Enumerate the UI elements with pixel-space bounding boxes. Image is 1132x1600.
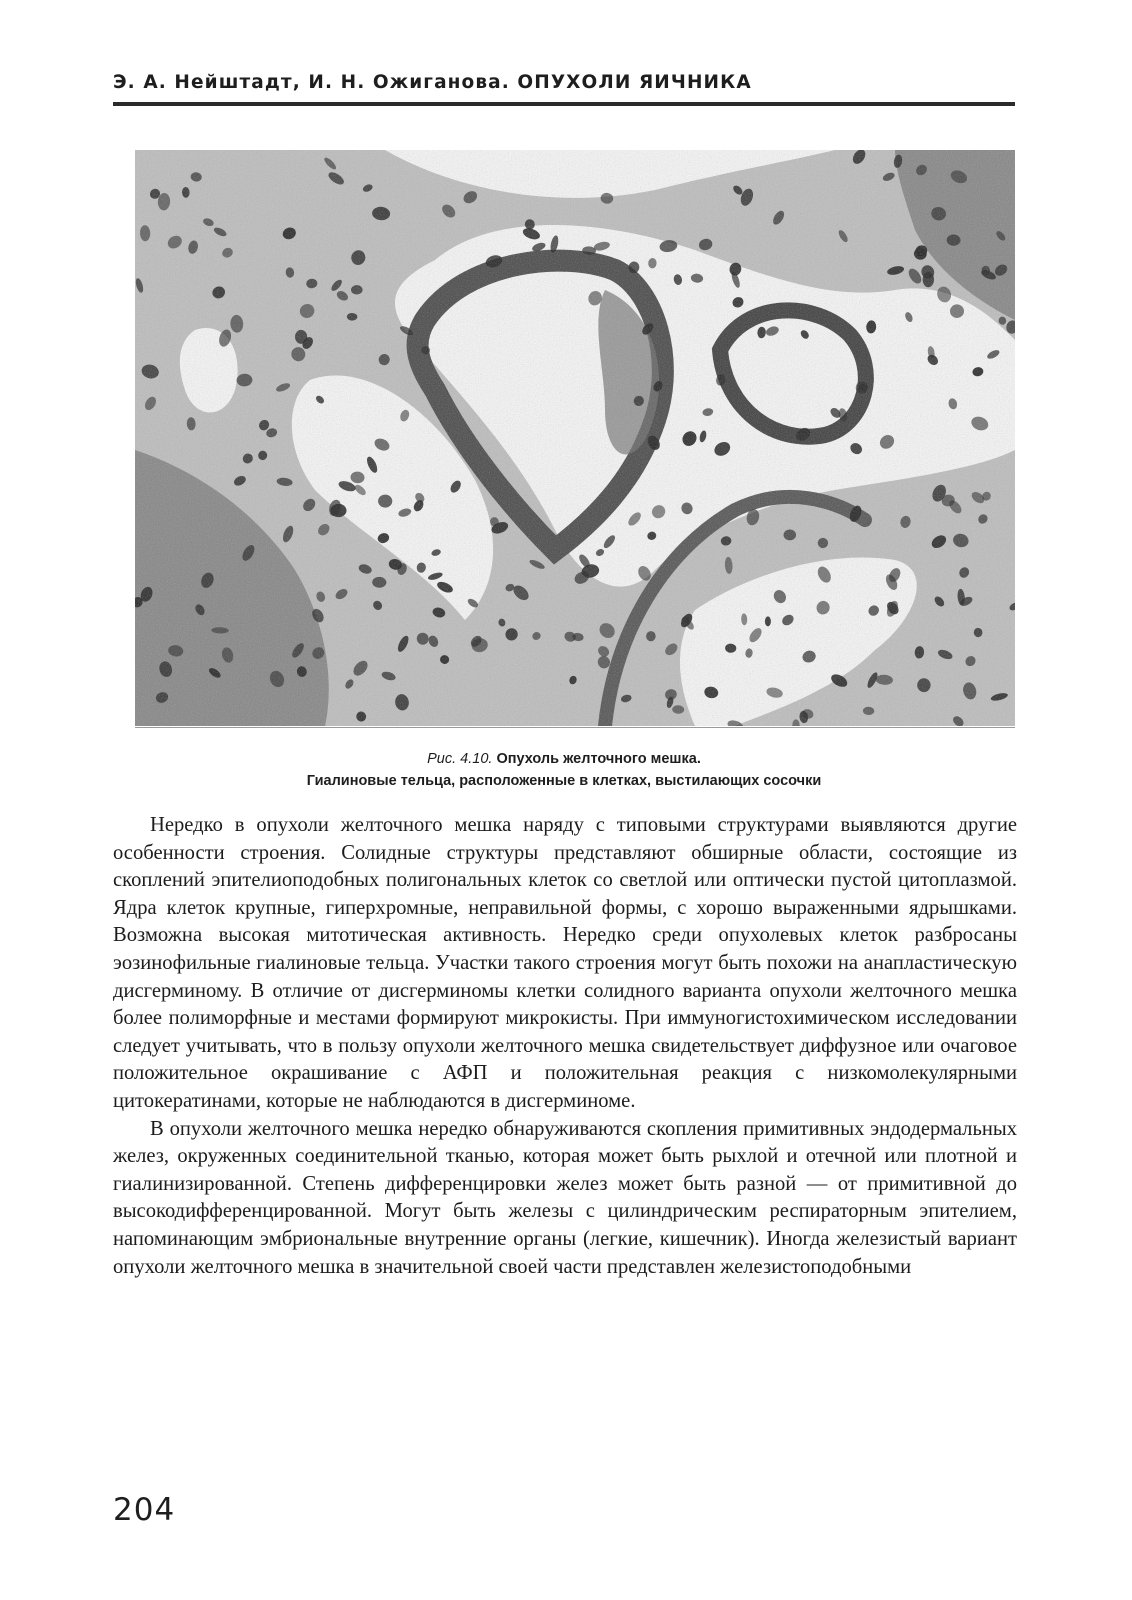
caption-line-1 <box>113 748 1015 770</box>
caption-subtitle: Гиалиновые тельца, расположенные в клетках, выстилающих сосочки <box>306 773 822 789</box>
body-text <box>113 812 1017 1281</box>
figure-baseline <box>135 727 1015 728</box>
paragraph-2: В опухоли желточного мешка нередко обнаруживаются скопления примитивных эндодермальных желез, окруженных соединительной тканью, которая может быть рыхлой и отечной или плотной и гиалинизированной. Степень дифференцировки желез может быть разной — от примитивной до высокодифференцированной. Могут быть железы с цилиндрическим респираторным эпителием, напоминающим эмбриональные внутренние органы (легкие, кишечник). Иногда железистый вариант опухоли желточного мешка в значительной своей части представлен железистоподобными <box>113 1117 1017 1278</box>
header-rule <box>113 102 1015 106</box>
page-number: 204 <box>113 1492 176 1528</box>
caption-title: Опухоль желточного мешка. <box>496 751 701 767</box>
paragraph-1: Нередко в опухоли желточного мешка наряду с типовыми структурами выявляются другие особенности строения. Солидные структуры представляют обширные области, состоящие из скоплений эпителиоподобных полигональных клеток со светлой или оптически пустой цитоплазмой. Ядра клеток крупные, гиперхромные, неправильной формы, с хорошо выраженными ядрышками. Возможна высокая митотическая активность. Нередко среди опухолевых клеток разбросаны эозинофильные гиалиновые тельца. Участки такого строения могут быть похожи на анапластическую дисгерминому. В отличие от дисгерминомы клетки солидного варианта опухоли желточного мешка более полиморфные и местами формируют микрокисты. При иммуногистохимическом исследовании следует учитывать, что в пользу опухоли желточного мешка свидетельствует диффузное или очаговое положительное окрашивание с АФП и положительная реакция с низкомолекулярными цитокератинами, которые не наблюдаются в дисгерминоме. <box>113 814 1017 1112</box>
caption-number: Рис. 4.10. <box>427 751 493 767</box>
running-head: Э. А. Нейштадт, И. Н. Ожиганова. ОПУХОЛИ ЯИЧНИКА <box>113 72 752 93</box>
histology-micrograph <box>135 150 1015 726</box>
figure-caption <box>113 748 1015 792</box>
